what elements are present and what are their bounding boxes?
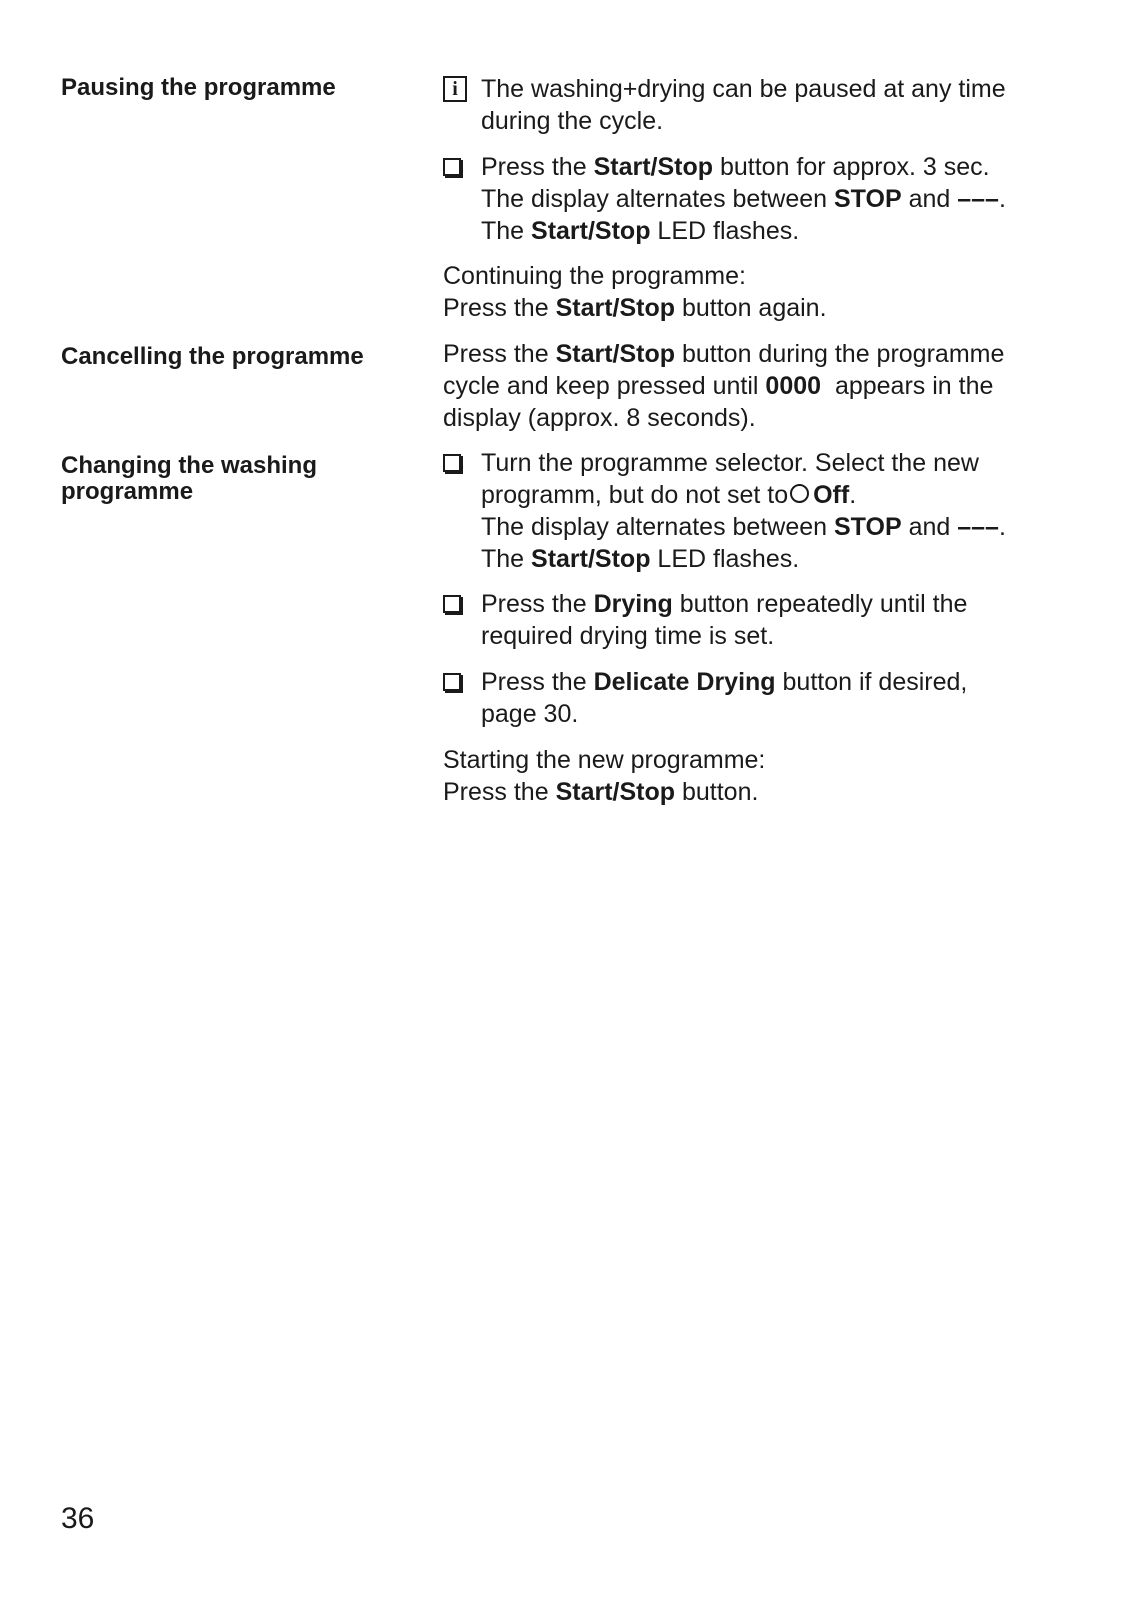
changing-step-2 [443, 588, 1083, 652]
checkbox-bullet-icon [443, 158, 461, 176]
pausing-step-line3: The Start/Stop LED flashes. [481, 217, 800, 245]
cancelling-line1: Press the Start/Stop button during the programme [443, 340, 1005, 368]
heading-changing-line1: Changing the washing [61, 452, 317, 479]
heading-cancelling: Cancelling the programme [61, 343, 364, 370]
pausing-step-line2: The display alternates between STOP and –––. [481, 185, 1006, 213]
info-text-line1: The washing+drying can be paused at any time [481, 75, 1006, 103]
changing-step1-line2: programm, but do not set to Off. [481, 481, 857, 509]
heading-pausing: Pausing the programme [61, 74, 336, 101]
heading-changing [61, 453, 401, 505]
pausing-step-line1: Press the Start/Stop button for approx. 3 sec. [481, 153, 990, 181]
changing-step1-line1: Turn the programme selector. Select the new [481, 449, 979, 477]
starting-paragraph [443, 744, 1083, 808]
changing-step3-line2: page 30. [481, 700, 579, 728]
changing-step2-line1: Press the Drying button repeatedly until the [481, 590, 968, 618]
cancelling-paragraph [443, 338, 1083, 434]
checkbox-bullet-icon [443, 454, 461, 472]
circle-off-icon [790, 484, 809, 503]
changing-step3-line1: Press the Delicate Drying button if desired, [481, 668, 968, 696]
checkbox-bullet-icon [443, 595, 461, 613]
pausing-step [443, 151, 1083, 247]
page-number: 36 [61, 1502, 95, 1535]
changing-step1-line4: The Start/Stop LED flashes. [481, 545, 800, 573]
starting-line2: Press the Start/Stop button. [443, 778, 759, 806]
continuing-line1: Continuing the programme: [443, 262, 746, 290]
changing-step2-line2: required drying time is set. [481, 622, 775, 650]
changing-step-3 [443, 666, 1083, 730]
changing-step-1 [443, 447, 1083, 575]
heading-changing-line2: programme [61, 478, 194, 505]
continuing-line2: Press the Start/Stop button again. [443, 294, 827, 322]
cancelling-line2: cycle and keep pressed until 0000 appears in the [443, 372, 994, 400]
continuing-paragraph [443, 260, 1083, 324]
info-icon: i [443, 76, 467, 102]
checkbox-bullet-icon [443, 673, 461, 691]
starting-line1: Starting the new programme: [443, 746, 766, 774]
changing-step1-line3: The display alternates between STOP and –––. [481, 513, 1006, 541]
cancelling-line3: display (approx. 8 seconds). [443, 404, 756, 432]
info-text-line2: during the cycle. [481, 107, 664, 135]
pausing-info-note [443, 73, 1083, 137]
